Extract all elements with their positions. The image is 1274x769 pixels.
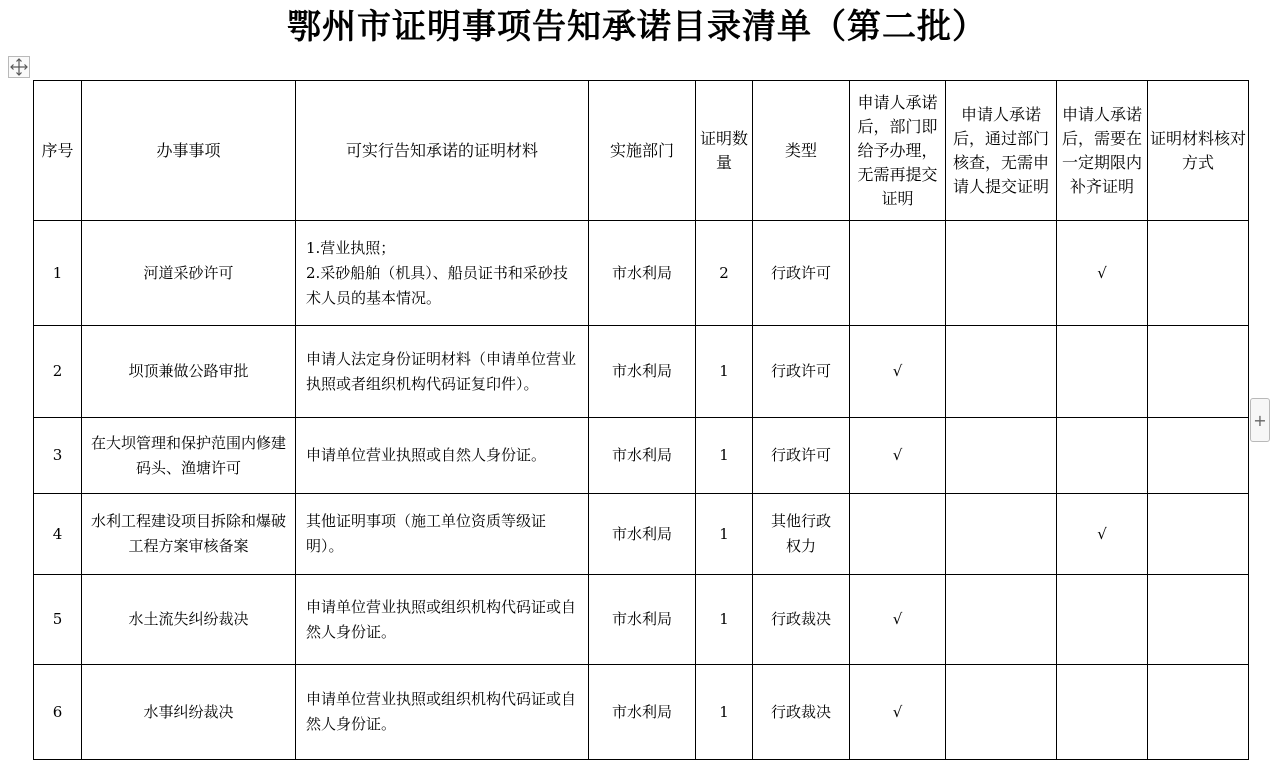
cell-verify: [1148, 665, 1249, 760]
cell-verify: [1148, 418, 1249, 494]
cell-no: 3: [34, 418, 82, 494]
cell-dept: 市水利局: [589, 326, 696, 418]
header-opt2: 申请人承诺后，通过部门核查，无需申请人提交证明: [946, 81, 1057, 221]
cell-opt3: [1057, 665, 1148, 760]
table-row: [34, 494, 1249, 575]
cell-opt1: √: [850, 418, 946, 494]
cell-no: 1: [34, 221, 82, 326]
cell-no: 5: [34, 575, 82, 665]
cell-verify: [1148, 221, 1249, 326]
header-item: 办事事项: [82, 81, 296, 221]
cell-verify: [1148, 575, 1249, 665]
header-dept: 实施部门: [589, 81, 696, 221]
cell-item: 水事纠纷裁决: [82, 665, 296, 760]
cell-type: 行政许可: [753, 418, 850, 494]
table-row: [34, 418, 1249, 494]
cell-material: [296, 221, 589, 326]
cell-item: 水利工程建设项目拆除和爆破工程方案审核备案: [82, 494, 296, 575]
cell-dept: 市水利局: [589, 221, 696, 326]
cell-type: 行政许可: [753, 326, 850, 418]
cell-opt1: √: [850, 665, 946, 760]
cell-opt2: [946, 665, 1057, 760]
plus-icon[interactable]: +: [1250, 398, 1270, 442]
cell-material: [296, 665, 589, 760]
table-row: [34, 665, 1249, 760]
table-row: [34, 221, 1249, 326]
cell-count: 1: [696, 665, 753, 760]
header-opt1: 申请人承诺后，部门即给予办理，无需再提交证明: [850, 81, 946, 221]
cell-opt1: [850, 494, 946, 575]
cell-type: 行政许可: [753, 221, 850, 326]
cell-count: 1: [696, 575, 753, 665]
cell-verify: [1148, 494, 1249, 575]
header-type: 类型: [753, 81, 850, 221]
cell-item: 坝顶兼做公路审批: [82, 326, 296, 418]
cell-dept: 市水利局: [589, 418, 696, 494]
cell-opt2: [946, 221, 1057, 326]
cell-opt2: [946, 418, 1057, 494]
cell-opt3: [1057, 575, 1148, 665]
cell-count: 1: [696, 418, 753, 494]
table-row: [34, 575, 1249, 665]
cell-opt1: [850, 221, 946, 326]
cell-material: [296, 575, 589, 665]
cell-opt2: [946, 326, 1057, 418]
header-verify: 证明材料核对方式: [1148, 81, 1249, 221]
table-header-row: [34, 81, 1249, 221]
material-line: 申请单位营业执照或自然人身份证。: [306, 446, 547, 464]
cell-type: 行政裁决: [753, 665, 850, 760]
table-row: [34, 326, 1249, 418]
cell-dept: 市水利局: [589, 665, 696, 760]
cell-item: 在大坝管理和保护范围内修建码头、渔塘许可: [82, 418, 296, 494]
cell-count: 2: [696, 221, 753, 326]
cell-count: 1: [696, 494, 753, 575]
cell-opt3: √: [1057, 494, 1148, 575]
cell-opt3: [1057, 326, 1148, 418]
cell-type: 其他行政权力: [753, 494, 850, 575]
material-line: 申请人法定身份证明材料（申请单位营业执照或者组织机构代码证复印件）。: [306, 349, 577, 393]
catalog-table: [33, 80, 1249, 760]
header-count: 证明数量: [696, 81, 753, 221]
material-line: 2.采砂船舶（机具）、船员证书和采砂技术人员的基本情况。: [306, 263, 568, 307]
cell-opt3: [1057, 418, 1148, 494]
move-arrows-icon[interactable]: [8, 56, 30, 78]
cell-type: 行政裁决: [753, 575, 850, 665]
header-no: 序号: [34, 81, 82, 221]
page-title: 鄂州市证明事项告知承诺目录清单（第二批）: [287, 7, 987, 47]
cell-opt1: √: [850, 575, 946, 665]
cell-material: [296, 494, 589, 575]
material-line: 1.营业执照；: [306, 238, 396, 257]
cell-dept: 市水利局: [589, 494, 696, 575]
header-opt3: 申请人承诺后，需要在一定期限内补齐证明: [1057, 81, 1148, 221]
material-line: 其他证明事项（施工单位资质等级证明）。: [306, 512, 547, 555]
cell-count: 1: [696, 326, 753, 418]
cell-verify: [1148, 326, 1249, 418]
cell-material: [296, 326, 589, 418]
cell-no: 4: [34, 494, 82, 575]
cell-no: 6: [34, 665, 82, 760]
cell-material: [296, 418, 589, 494]
cell-item: 河道采砂许可: [82, 221, 296, 326]
header-material: 可实行告知承诺的证明材料: [296, 81, 589, 221]
cell-opt1: √: [850, 326, 946, 418]
material-line: 申请单位营业执照或组织机构代码证或自然人身份证。: [306, 597, 577, 641]
cell-item: 水土流失纠纷裁决: [82, 575, 296, 665]
material-line: 申请单位营业执照或组织机构代码证或自然人身份证。: [306, 690, 577, 733]
cell-opt2: [946, 494, 1057, 575]
cell-opt3: √: [1057, 221, 1148, 326]
cell-dept: 市水利局: [589, 575, 696, 665]
cell-opt2: [946, 575, 1057, 665]
cell-no: 2: [34, 326, 82, 418]
